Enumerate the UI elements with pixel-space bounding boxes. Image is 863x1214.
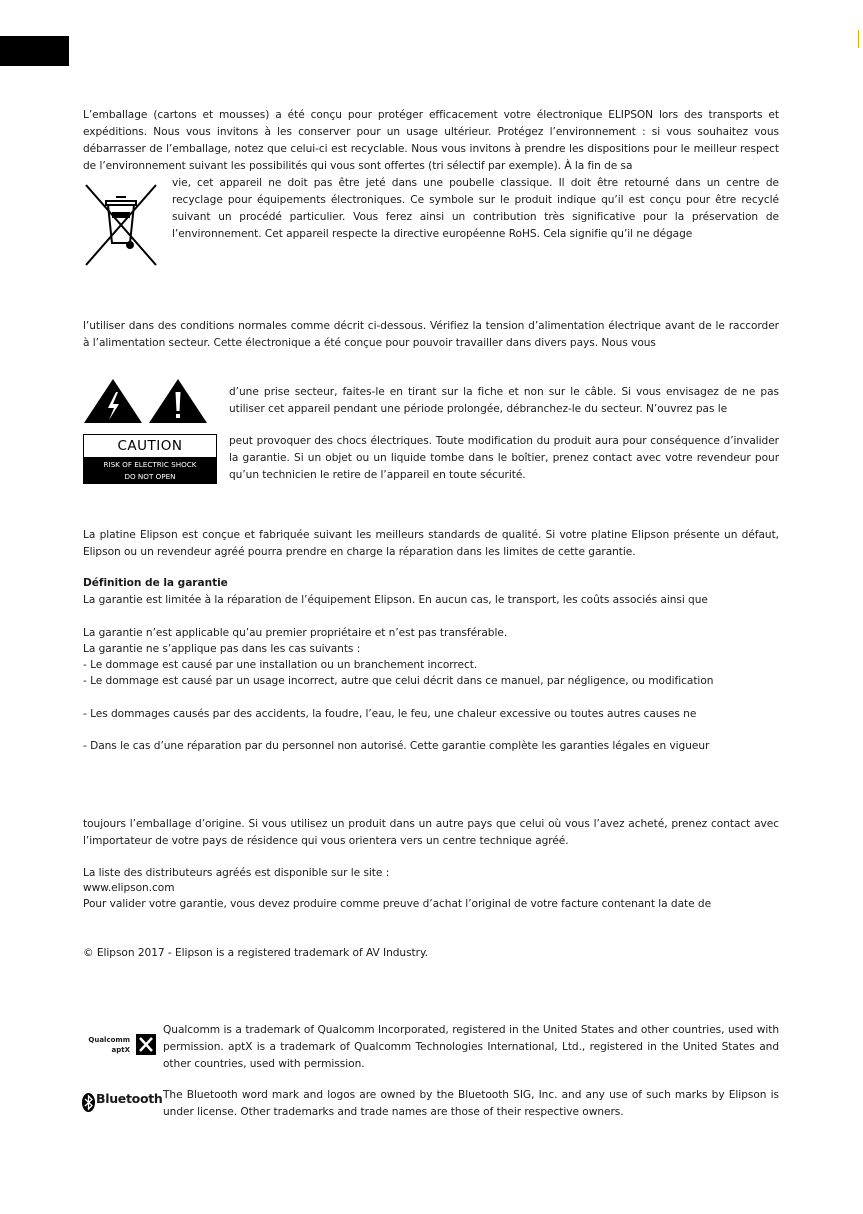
crossed-out-wheelie-bin-icon [82, 183, 160, 267]
platine-paragraph: La platine Elipson est conçue et fabriquée suivant les meilleurs standards de qualité. Si votre platine Elipson présente un défaut, Elipson ou un revendeur agréé pourra prendre en charge la réparation dans les limites de cette garantie. [83, 529, 779, 558]
qualcomm-paragraph: Qualcomm is a trademark of Qualcomm Incorporated, registered in the United States and other countries, used with permission. aptX is a trademark of Qualcomm Technologies International, Ltd., registered in the United States and other countries, used with permission. [163, 1024, 779, 1070]
case-item-2: - Le dommage est causé par un usage incorrect, autre que celui décrit dans ce manuel, par négligence, ou modification [83, 675, 714, 687]
qualcomm-logo-text: Qualcomm [88, 1036, 130, 1044]
cases-intro-text: La garantie ne s’applique pas dans les cas suivants : [83, 643, 361, 655]
caution-line-2: DO NOT OPEN [124, 471, 176, 481]
case-item-1: - Le dommage est causé par une installation ou un branchement incorrect. [83, 659, 478, 671]
caution-label [83, 434, 217, 484]
case-item-3: - Les dommages causés par des accidents, la foudre, l’eau, le feu, une chaleur excessive ou toutes autres causes ne [83, 708, 697, 720]
website-link[interactable]: www.elipson.com [83, 882, 175, 894]
definition-heading: Définition de la garantie [83, 577, 228, 589]
caution-line-1: RISK OF ELECTRIC SHOCK [103, 460, 197, 469]
case-item-4: - Dans le cas d’une réparation par du personnel non autorisé. Cette garantie complète les garanties légales en vigueur [83, 740, 710, 752]
corner-mark [858, 30, 859, 48]
exclamation-warning-icon [148, 378, 208, 424]
safety-paragraph-2: peut provoquer des chocs électriques. Toute modification du produit aura pour conséquence d’invalider la garantie. Si un objet ou un liquide tombe dans le boîtier, prenez contact avec votre revendeur pour qu’un technicien le retire de l’appareil en toute sécurité. [229, 435, 779, 481]
safety-paragraph-1: d’une prise secteur, faites-le en tirant sur la fiche et non sur le câble. Si vous envisagez de ne pas utiliser cet appareil pendant une période prolongée, débranchez-le du secteur. N’ouvrez pas le [229, 386, 779, 415]
packaging-paragraph: L’emballage (cartons et mousses) a été conçu pour protéger efficacement votre électronique ELIPSON lors des transports et expéditions. Nous vous invitons à les conserver pour un usage ultérieur. Protégez l’environnement : si vous souhaitez vous débarrasser de l’emballage, notez que celui-ci est recyclable. Nous vous invitons à prendre les dispositions pour le meilleur respect de l’environnement suivant les possibilités qui vous sont offertes (tri sélectif par exemple). À la fin de sa [83, 109, 779, 172]
bluetooth-logo-text: Bluetooth [96, 1091, 163, 1106]
first-owner-text: La garantie n’est applicable qu’au premier propriétaire et n’est pas transférable. [83, 627, 508, 639]
usage-paragraph: l’utiliser dans des conditions normales comme décrit ci-dessous. Vérifiez la tension d’alimentation électrique avant de le raccorder à l’alimentation secteur. Cette électronique a été conçue pour pouvoir travailler dans divers pays. Nous vous [83, 320, 779, 349]
packaging-origin-paragraph: toujours l’emballage d’origine. Si vous utilisez un produit dans un autre pays que celui où vous l’avez acheté, prenez contact avec l’importateur de votre pays de résidence qui vous orientera vers un centre technique agréé. [83, 818, 779, 847]
distributors-intro-text: La liste des distributeurs agréés est disponible sur le site : [83, 867, 390, 879]
lightning-warning-icon [83, 378, 143, 424]
copyright-text: © Elipson 2017 - Elipson is a registered trademark of AV Industry. [83, 947, 428, 959]
validate-paragraph: Pour valider votre garantie, vous devez produire comme preuve d’achat l’original de votre facture contenant la date de [83, 898, 712, 910]
bluetooth-paragraph: The Bluetooth word mark and logos are owned by the Bluetooth SIG, Inc. and any use of such marks by Elipson is under license. Other trademarks and trade names are those of their respective owners. [163, 1089, 779, 1118]
aptx-icon [136, 1034, 156, 1055]
recycling-paragraph: vie, cet appareil ne doit pas être jeté dans une poubelle classique. Il doit être retourné dans un centre de recyclage pour équipements électroniques. Ce symbole sur le produit indique qu’il est conçu pour être recyclé suivant un procédé particulier. Vous ferez ainsi un contribution très significative pour la préservation de l’environnement. Cet appareil respecte la directive européenne RoHS. Cela signifie qu’il ne dégage [172, 177, 779, 240]
definition-paragraph: La garantie est limitée à la réparation de l’équipement Elipson. En aucun cas, le transport, les coûts associés ainsi que [83, 594, 708, 606]
language-tab [0, 36, 69, 66]
bluetooth-icon [82, 1093, 95, 1112]
caution-title: CAUTION [117, 438, 183, 454]
caution-subtitle [84, 457, 216, 484]
aptx-logo-text: aptX [111, 1046, 130, 1054]
qualcomm-aptx-logo [82, 1035, 130, 1065]
